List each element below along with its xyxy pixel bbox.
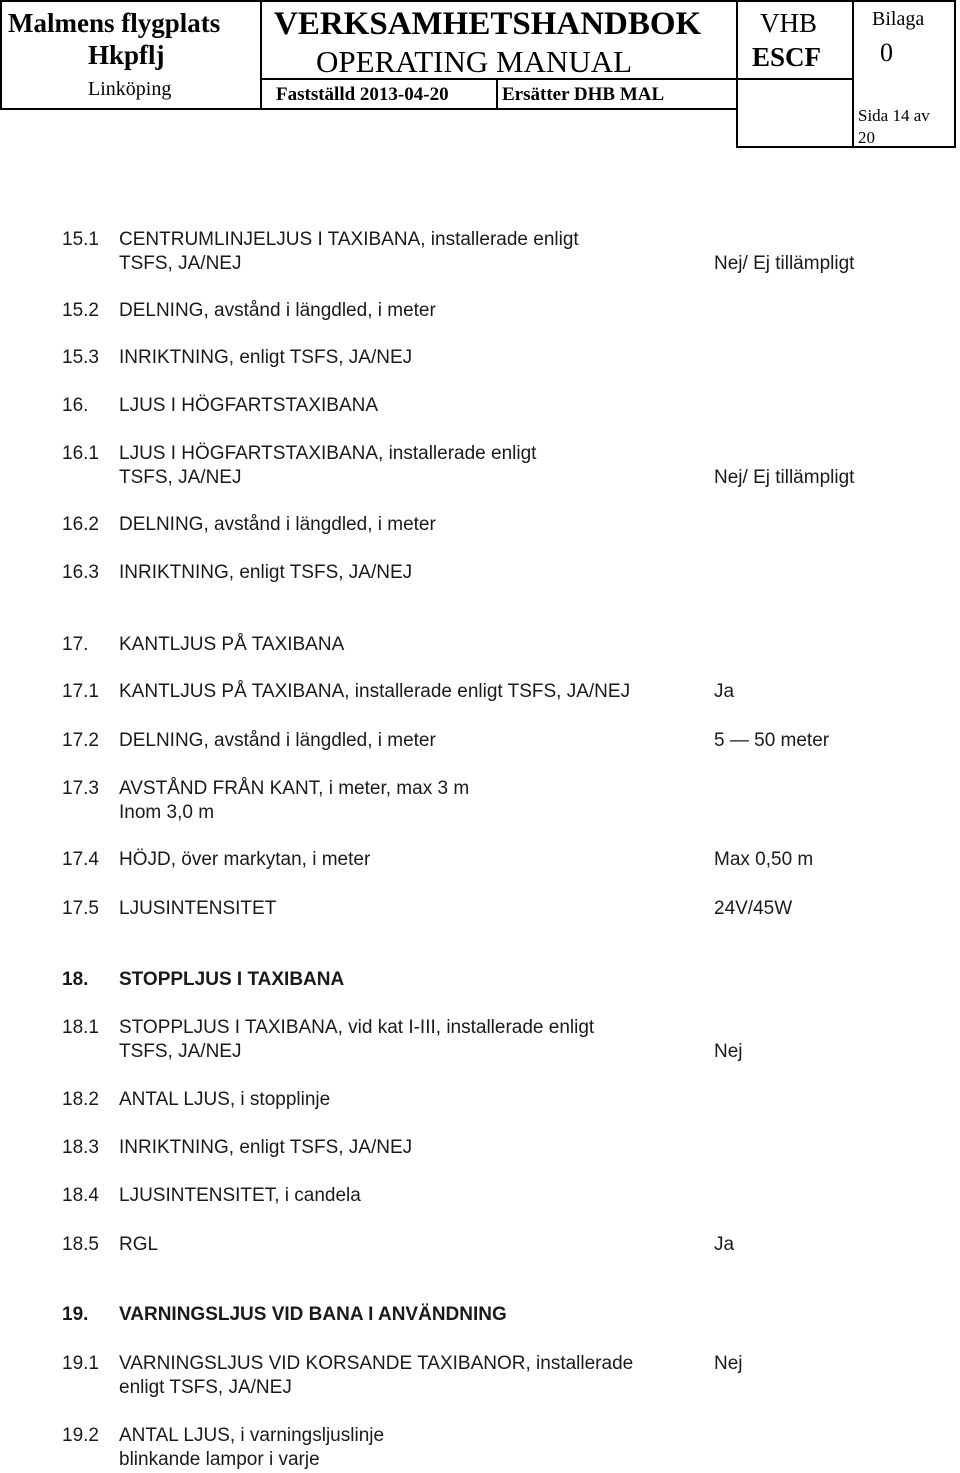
- item-label: DELNING, avstånd i längdled, i meter: [119, 300, 436, 321]
- item-value: Nej: [714, 1353, 743, 1374]
- item-number: 19.2: [62, 1425, 99, 1446]
- header-cell-code: [736, 0, 854, 80]
- item-label: ANTAL LJUS, i varningsljuslinje: [119, 1425, 385, 1446]
- item-number: 15.1: [62, 229, 99, 250]
- item-label: RGL: [119, 1234, 159, 1255]
- item-number: 17.4: [62, 849, 99, 870]
- item-label-cont: TSFS, JA/NEJ: [119, 253, 242, 274]
- item-value: Nej/ Ej tillämpligt: [714, 253, 855, 274]
- item-number: 17.2: [62, 730, 99, 751]
- item-value: 5 — 50 meter: [714, 730, 830, 751]
- city-name: Linköping: [88, 78, 172, 100]
- page-number: Sida 14 av: [858, 106, 930, 125]
- item-number: 16.2: [62, 514, 99, 535]
- item-label: KANTLJUS PÅ TAXIBANA, installerade enligt TSFS, JA/NEJ: [119, 681, 631, 702]
- airport-name: Malmens flygplats: [8, 8, 221, 38]
- item-label: VARNINGSLJUS VID KORSANDE TAXIBANOR, installerade: [119, 1353, 634, 1374]
- item-number: 18.2: [62, 1089, 99, 1110]
- item-label: DELNING, avstånd i längdled, i meter: [119, 514, 436, 535]
- base-name: Hkpflj: [88, 40, 165, 70]
- replaces-text: Ersätter DHB MAL: [502, 84, 665, 105]
- item-value: 24V/45W: [714, 898, 793, 919]
- header-cell-airport: [0, 0, 262, 110]
- appendix-label: Bilaga: [872, 8, 925, 30]
- code-vhb: VHB: [760, 8, 818, 38]
- item-label-cont: TSFS, JA/NEJ: [119, 467, 242, 488]
- document-header: [0, 0, 956, 148]
- section-number: 16.: [62, 395, 89, 416]
- item-label-cont: TSFS, JA/NEJ: [119, 1041, 242, 1062]
- item-number: 15.3: [62, 347, 99, 368]
- item-label: INRIKTNING, enligt TSFS, JA/NEJ: [119, 1137, 413, 1158]
- item-number: 18.1: [62, 1017, 99, 1038]
- item-label: INRIKTNING, enligt TSFS, JA/NEJ: [119, 347, 413, 368]
- item-value: Nej: [714, 1041, 743, 1062]
- header-cell-empty: [736, 78, 854, 148]
- header-cell-page: [852, 0, 956, 148]
- item-label: AVSTÅND FRÅN KANT, i meter, max 3 m: [119, 778, 470, 799]
- section-title: KANTLJUS PÅ TAXIBANA: [119, 634, 345, 655]
- section-number: 17.: [62, 634, 89, 655]
- item-value: Nej/ Ej tillämpligt: [714, 467, 855, 488]
- item-label-cont: blinkande lampor i varje: [119, 1449, 320, 1470]
- item-label: LJUSINTENSITET, i candela: [119, 1185, 361, 1206]
- section-number: 19.: [62, 1304, 89, 1325]
- page-total: 20: [858, 128, 875, 147]
- item-label: ANTAL LJUS, i stopplinje: [119, 1089, 331, 1110]
- item-value: Ja: [714, 1234, 735, 1255]
- item-number: 16.1: [62, 443, 99, 464]
- item-number: 18.3: [62, 1137, 99, 1158]
- item-number: 17.1: [62, 681, 99, 702]
- item-label: DELNING, avstånd i längdled, i meter: [119, 730, 436, 751]
- title-swedish: VERKSAMHETSHANDBOK: [274, 6, 702, 42]
- section-title: STOPPLJUS I TAXIBANA: [119, 969, 345, 990]
- established-date: Fastställd 2013-04-20: [276, 84, 449, 105]
- item-number: 18.5: [62, 1234, 99, 1255]
- section-number: 18.: [62, 969, 89, 990]
- item-number: 15.2: [62, 300, 99, 321]
- section-title: VARNINGSLJUS VID BANA I ANVÄNDNING: [119, 1304, 507, 1325]
- item-number: 17.3: [62, 778, 99, 799]
- item-number: 16.3: [62, 562, 99, 583]
- code-escf: ESCF: [752, 42, 822, 72]
- item-label: STOPPLJUS I TAXIBANA, vid kat I-III, installerade enligt: [119, 1017, 595, 1038]
- item-label-cont: Inom 3,0 m: [119, 802, 215, 823]
- header-cell-title: [260, 0, 738, 80]
- item-value: Max 0,50 m: [714, 849, 814, 870]
- item-label: CENTRUMLINJELJUS I TAXIBANA, installerade enligt: [119, 229, 579, 250]
- title-english: OPERATING MANUAL: [316, 44, 633, 79]
- item-number: 17.5: [62, 898, 99, 919]
- header-cell-established: [260, 78, 498, 110]
- header-cell-replaces: [496, 78, 738, 110]
- item-label: INRIKTNING, enligt TSFS, JA/NEJ: [119, 562, 413, 583]
- item-label: HÖJD, över markytan, i meter: [119, 849, 371, 870]
- item-number: 18.4: [62, 1185, 99, 1206]
- appendix-value: 0: [880, 38, 893, 67]
- item-number: 19.1: [62, 1353, 99, 1374]
- item-label-cont: enligt TSFS, JA/NEJ: [119, 1377, 292, 1398]
- section-title: LJUS I HÖGFARTSTAXIBANA: [119, 395, 379, 416]
- item-label: LJUS I HÖGFARTSTAXIBANA, installerade enligt: [119, 443, 537, 464]
- item-value: Ja: [714, 681, 735, 702]
- item-label: LJUSINTENSITET: [119, 898, 277, 919]
